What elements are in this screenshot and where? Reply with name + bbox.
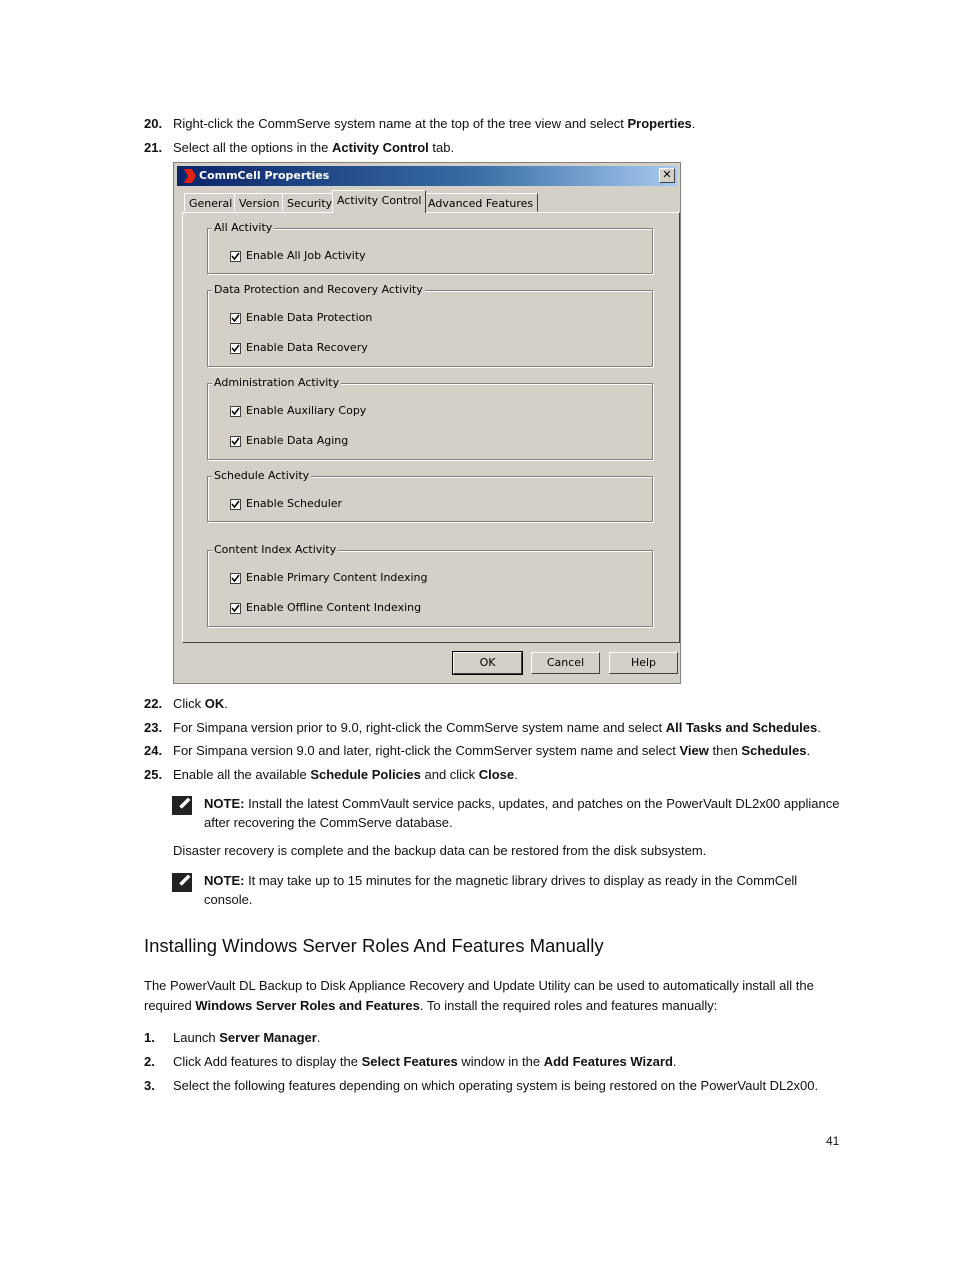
checkbox-enable-data-protection[interactable] (230, 311, 372, 324)
checkbox-enable-auxiliary-copy[interactable] (230, 404, 366, 417)
intro-text: The PowerVault DL Backup to Disk Appliance Recovery and Update Utility can be used to automatically install all the required (144, 978, 814, 1013)
step-text: Select all the options in the (173, 140, 332, 155)
note-label: NOTE: (204, 796, 245, 811)
checkbox-label: Enable Offline Content Indexing (246, 601, 422, 614)
step-2 (144, 1053, 677, 1071)
group-title: All Activity (214, 221, 273, 234)
group-administration-activity (207, 376, 653, 460)
tab-label: Version (239, 197, 280, 210)
checkbox-label: Enable Data Recovery (246, 341, 368, 354)
checkbox-checked-icon (230, 499, 241, 510)
step-number: 1. (144, 1030, 155, 1045)
dialog-titlebar[interactable] (177, 166, 677, 186)
intro-paragraph (144, 976, 834, 1015)
step-text: then (708, 743, 742, 758)
step-number: 24. (144, 743, 163, 758)
section-heading: Installing Windows Server Roles And Features Manually (144, 935, 604, 956)
tab-panel (182, 212, 680, 643)
checkbox-checked-icon (230, 251, 241, 262)
step-3 (144, 1077, 818, 1095)
tab-activity-control[interactable] (332, 190, 426, 213)
step-number: 2. (144, 1054, 155, 1069)
step-bold: Close (478, 767, 515, 782)
tab-label: General (189, 197, 233, 210)
step-text: . (224, 696, 228, 711)
group-all-activity (207, 221, 653, 274)
close-icon: ✕ (662, 168, 672, 181)
checkbox-label: Enable Data Protection (246, 311, 373, 324)
note-label: NOTE: (204, 873, 245, 888)
checkbox-checked-icon (230, 573, 241, 584)
group-schedule-activity (207, 469, 653, 522)
commvault-logo-icon (183, 168, 197, 184)
tab-general[interactable] (184, 193, 237, 212)
group-data-protection-recovery (207, 283, 653, 367)
step-text: . (691, 116, 696, 131)
step-bold: Select Features (361, 1054, 458, 1069)
step-number: 21. (144, 140, 163, 155)
commcell-properties-dialog (173, 162, 681, 684)
help-button[interactable]: Help (609, 652, 678, 674)
step-text: For Simpana version 9.0 and later, right-click the CommServer system name and select (173, 743, 680, 758)
step-number: 25. (144, 767, 163, 782)
step-number: 3. (144, 1078, 155, 1093)
step-text: window in the (457, 1054, 544, 1069)
checkbox-label: Enable All Job Activity (246, 249, 366, 262)
step-23 (144, 719, 821, 737)
step-text: Launch (173, 1030, 220, 1045)
step-bold: Server Manager (219, 1030, 317, 1045)
step-text: . (806, 743, 811, 758)
group-title: Data Protection and Recovery Activity (214, 283, 423, 296)
checkbox-checked-icon (230, 406, 241, 417)
checkbox-label: Enable Data Aging (246, 434, 349, 447)
step-text: Click Add features to display the (173, 1054, 362, 1069)
checkbox-enable-data-aging[interactable] (230, 434, 348, 447)
intro-text: . To install the required roles and features manually: (419, 997, 718, 1013)
step-text: tab. (428, 140, 455, 155)
tab-label: Security (287, 197, 333, 210)
step-bold: All Tasks and Schedules (665, 720, 818, 735)
step-number: 20. (144, 116, 163, 131)
note-pencil-icon (172, 794, 194, 816)
close-button[interactable] (659, 168, 675, 183)
step-text: and click (420, 767, 479, 782)
step-bold: View (679, 743, 709, 758)
step-bold: OK (204, 696, 225, 711)
group-title: Schedule Activity (214, 469, 310, 482)
step-text: . (817, 720, 821, 735)
tab-security[interactable] (282, 193, 337, 212)
intro-bold: Windows Server Roles and Features (195, 997, 420, 1013)
disaster-recovery-text: Disaster recovery is complete and the backup data can be restored from the disk subsystem. (173, 843, 707, 858)
note-pencil-icon (172, 871, 194, 893)
checkbox-enable-all-job-activity[interactable] (230, 249, 366, 262)
group-title: Administration Activity (214, 376, 340, 389)
step-22 (144, 695, 228, 713)
note-text (204, 871, 844, 909)
checkbox-checked-icon (230, 343, 241, 354)
step-text: For Simpana version prior to 9.0, right-click the CommServe system name and select (173, 720, 666, 735)
checkbox-enable-primary-content-indexing[interactable] (230, 571, 428, 584)
step-bold: Properties (627, 116, 692, 131)
step-25 (144, 766, 518, 784)
group-content-index-activity (207, 543, 653, 627)
step-text: . (316, 1030, 321, 1045)
step-21 (144, 139, 454, 157)
tab-version[interactable] (234, 193, 284, 212)
checkbox-enable-data-recovery[interactable] (230, 341, 368, 354)
checkbox-enable-scheduler[interactable] (230, 497, 342, 510)
step-number: 22. (144, 696, 163, 711)
step-20 (144, 115, 695, 133)
note-body: Install the latest CommVault service packs, updates, and patches on the PowerVault DL2x00 appliance after recovering the CommServe database. (204, 796, 840, 830)
group-title: Content Index Activity (214, 543, 337, 556)
step-text: . (514, 767, 518, 782)
note-body: It may take up to 15 minutes for the magnetic library drives to display as ready in the CommCell console. (204, 873, 798, 907)
checkbox-checked-icon (230, 436, 241, 447)
step-bold: Add Features Wizard (543, 1054, 673, 1069)
step-24 (144, 742, 810, 760)
step-bold: Activity Control (332, 140, 429, 155)
step-number: 23. (144, 720, 163, 735)
ok-button[interactable]: OK (453, 652, 522, 674)
dialog-title: CommCell Properties (199, 169, 330, 182)
step-text: Enable all the available (173, 767, 311, 782)
checkbox-label: Enable Auxiliary Copy (246, 404, 367, 417)
step-text: . (672, 1054, 677, 1069)
tab-label: Advanced Features (428, 197, 534, 210)
checkbox-enable-offline-content-indexing[interactable] (230, 601, 421, 614)
tab-advanced-features[interactable] (423, 193, 538, 212)
step-text: Select the following features depending on which operating system is being restored on the PowerVault DL2x00. (173, 1078, 819, 1093)
checkbox-checked-icon (230, 603, 241, 614)
checkbox-checked-icon (230, 313, 241, 324)
checkbox-label: Enable Scheduler (246, 497, 343, 510)
checkbox-label: Enable Primary Content Indexing (246, 571, 428, 584)
tab-label: Activity Control (337, 194, 422, 207)
step-bold: Schedule Policies (310, 767, 421, 782)
note-text (204, 794, 844, 832)
step-text: Right-click the CommServe system name at the top of the tree view and select (173, 116, 628, 131)
page-number: 41 (826, 1134, 840, 1148)
step-text: Click (173, 696, 205, 711)
step-bold: Schedules (741, 743, 807, 758)
cancel-button[interactable]: Cancel (531, 652, 600, 674)
step-1 (144, 1029, 320, 1047)
